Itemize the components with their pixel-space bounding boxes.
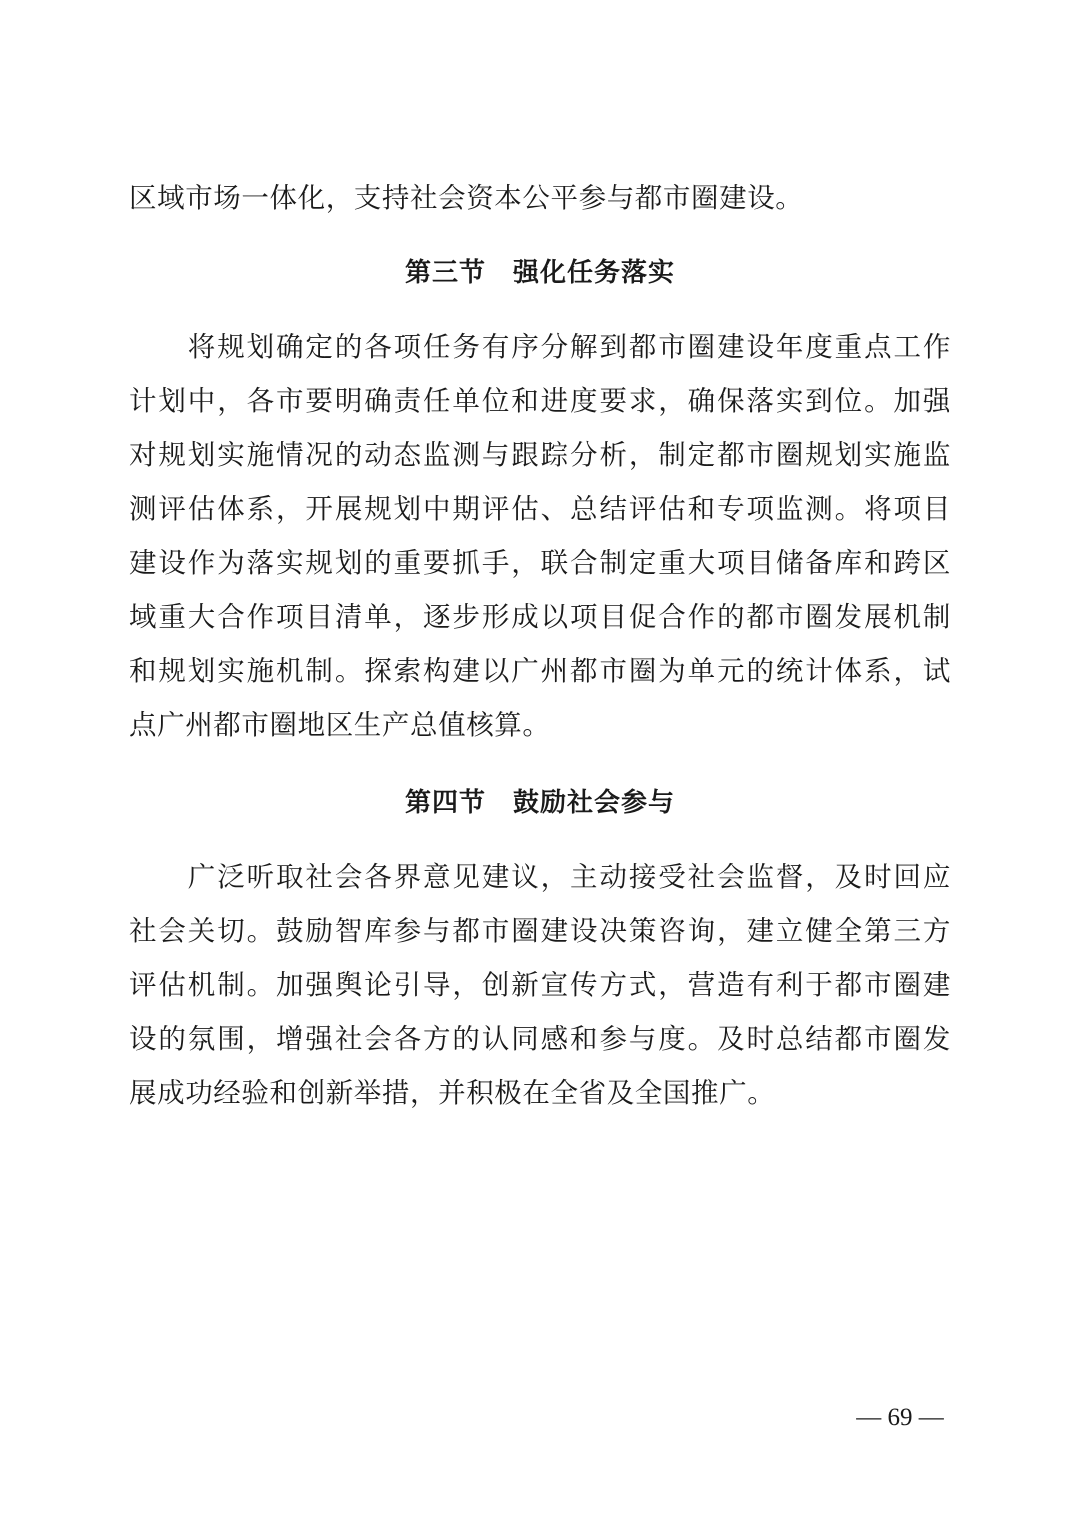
paragraph-line: 设的氛围，增强社会各方的认同感和参与度。及时总结都市圈发 — [129, 1023, 951, 1055]
paragraph-line: 计划中，各市要明确责任单位和进度要求，确保落实到位。加强 — [129, 385, 951, 417]
paragraph-line: 对规划实施情况的动态监测与跟踪分析，制定都市圈规划实施监 — [129, 439, 951, 471]
paragraph-line: 测评估体系，开展规划中期评估、总结评估和专项监测。将项目 — [129, 493, 951, 525]
page-number: — 69 — — [856, 1404, 944, 1431]
section-heading-3: 第三节 强化任务落实 — [404, 258, 675, 288]
paragraph-line: 点广州都市圈地区生产总值核算。 — [129, 709, 551, 741]
paragraph-line: 建设作为落实规划的重要抓手，联合制定重大项目储备库和跨区 — [129, 547, 951, 579]
continuation-text-line: 区域市场一体化，支持社会资本公平参与都市圈建设。 — [129, 182, 804, 214]
paragraph-line: 展成功经验和创新举措，并积极在全省及全国推广。 — [129, 1077, 776, 1109]
paragraph-line: 社会关切。鼓励智库参与都市圈建设决策咨询，建立健全第三方 — [129, 915, 951, 947]
section-heading-4: 第四节 鼓励社会参与 — [404, 788, 675, 818]
paragraph-line: 广泛听取社会各界意见建议，主动接受社会监督，及时回应 — [129, 861, 951, 893]
paragraph-line: 和规划实施机制。探索构建以广州都市圈为单元的统计体系，试 — [129, 655, 951, 687]
paragraph-line: 域重大合作项目清单，逐步形成以项目促合作的都市圈发展机制 — [129, 601, 951, 633]
paragraph-line: 将规划确定的各项任务有序分解到都市圈建设年度重点工作 — [129, 331, 951, 363]
paragraph-line: 评估机制。加强舆论引导，创新宣传方式，营造有利于都市圈建 — [129, 969, 951, 1001]
